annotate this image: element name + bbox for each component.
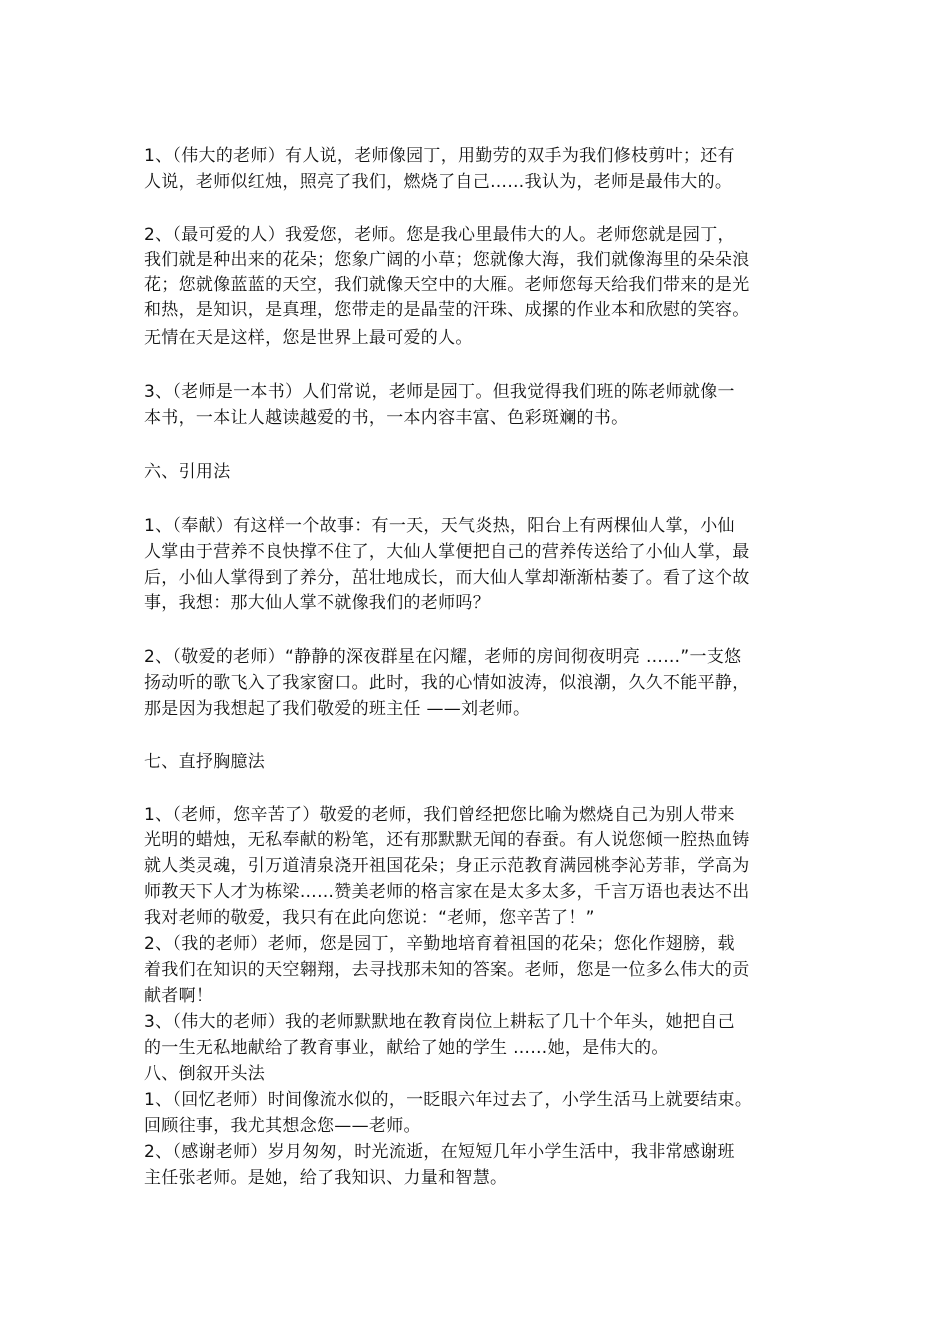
text-line: 2、（敬爱的老师）“静静的深夜群星在闪耀，老师的房间彻夜明亮 ……”一支悠: [144, 647, 742, 667]
section-heading: 七、直抒胸臆法: [144, 752, 266, 772]
text-line: 我们就是种出来的花朵；您象广阔的小草；您就像大海，我们就像海里的朵朵浪: [144, 250, 750, 270]
section-heading: 六、引用法: [144, 462, 231, 482]
text-line: 就人类灵魂，引万道清泉浇开祖国花朵；身正示范教育满园桃李沁芳菲，学高为: [144, 856, 750, 876]
section-heading: 八、倒叙开头法: [144, 1064, 266, 1084]
text-line: 我对老师的敬爱，我只有在此向您说：“老师，您辛苦了！”: [144, 908, 595, 928]
text-line: 人掌由于营养不良快撑不住了，大仙人掌便把自己的营养传送给了小仙人掌，最: [144, 542, 750, 562]
text-line: 回顾往事，我尤其想念您——老师。: [144, 1116, 421, 1136]
text-line: 主任张老师。是她，给了我知识、力量和智慧。: [144, 1168, 508, 1188]
text-line: 着我们在知识的天空翱翔，去寻找那未知的答案。老师，您是一位多么伟大的贡: [144, 960, 750, 980]
text-line: 光明的蜡烛，无私奉献的粉笔，还有那默默无闻的春蚕。有人说您倾一腔热血铸: [144, 830, 750, 850]
text-line: 2、（我的老师）老师，您是园丁，辛勤地培育着祖国的花朵；您化作翅膀，载: [144, 934, 735, 954]
text-line: 花；您就像蓝蓝的天空，我们就像天空中的大雁。老师您每天给我们带来的是光: [144, 275, 750, 295]
text-line: 和热，是知识，是真理，您带走的是晶莹的汗珠、成摞的作业本和欣慰的笑容。: [144, 300, 750, 320]
text-line: 3、（老师是一本书）人们常说，老师是园丁。但我觉得我们班的陈老师就像一: [144, 382, 735, 402]
text-line: 人说，老师似红烛，照亮了我们，燃烧了自己……我认为，老师是最伟大的。: [144, 172, 733, 192]
text-line: 后，小仙人掌得到了养分，茁壮地成长，而大仙人掌却渐渐枯萎了。看了这个故: [144, 568, 750, 588]
text-line: 献者啊！: [144, 986, 214, 1006]
text-line: 3、（伟大的老师）我的老师默默地在教育岗位上耕耘了几十个年头，她把自己: [144, 1012, 735, 1032]
text-line: 1、（伟大的老师）有人说，老师像园丁，用勤劳的双手为我们修枝剪叶；还有: [144, 146, 735, 166]
text-line: 2、（最可爱的人）我爱您，老师。您是我心里最伟大的人。老师您就是园丁，: [144, 225, 735, 245]
text-line: 1、（奉献）有这样一个故事：有一天，天气炎热，阳台上有两棵仙人掌，小仙: [144, 516, 735, 536]
text-line: 1、（回忆老师）时间像流水似的，一眨眼六年过去了，小学生活马上就要结束。: [144, 1090, 753, 1110]
text-line: 的一生无私地献给了教育事业，献给了她的学生 ……她，是伟大的。: [144, 1038, 669, 1058]
text-line: 那是因为我想起了我们敬爱的班主任 ——刘老师。: [144, 699, 531, 719]
text-line: 扬动听的歌飞入了我家窗口。此时，我的心情如波涛，似浪潮，久久不能平静，: [144, 673, 750, 693]
text-line: 无情在天是这样，您是世界上最可爱的人。: [144, 328, 473, 348]
text-line: 事，我想：那大仙人掌不就像我们的老师吗？: [144, 593, 490, 613]
text-line: 本书，一本让人越读越爱的书，一本内容丰富、色彩斑斓的书。: [144, 408, 629, 428]
text-line: 师教天下人才为栋梁……赞美老师的格言家在是太多太多，千言万语也表达不出: [144, 882, 750, 902]
text-line: 1、（老师，您辛苦了）敬爱的老师，我们曾经把您比喻为燃烧自己为别人带来: [144, 805, 735, 825]
text-line: 2、（感谢老师）岁月匆匆，时光流逝，在短短几年小学生活中，我非常感谢班: [144, 1142, 735, 1162]
